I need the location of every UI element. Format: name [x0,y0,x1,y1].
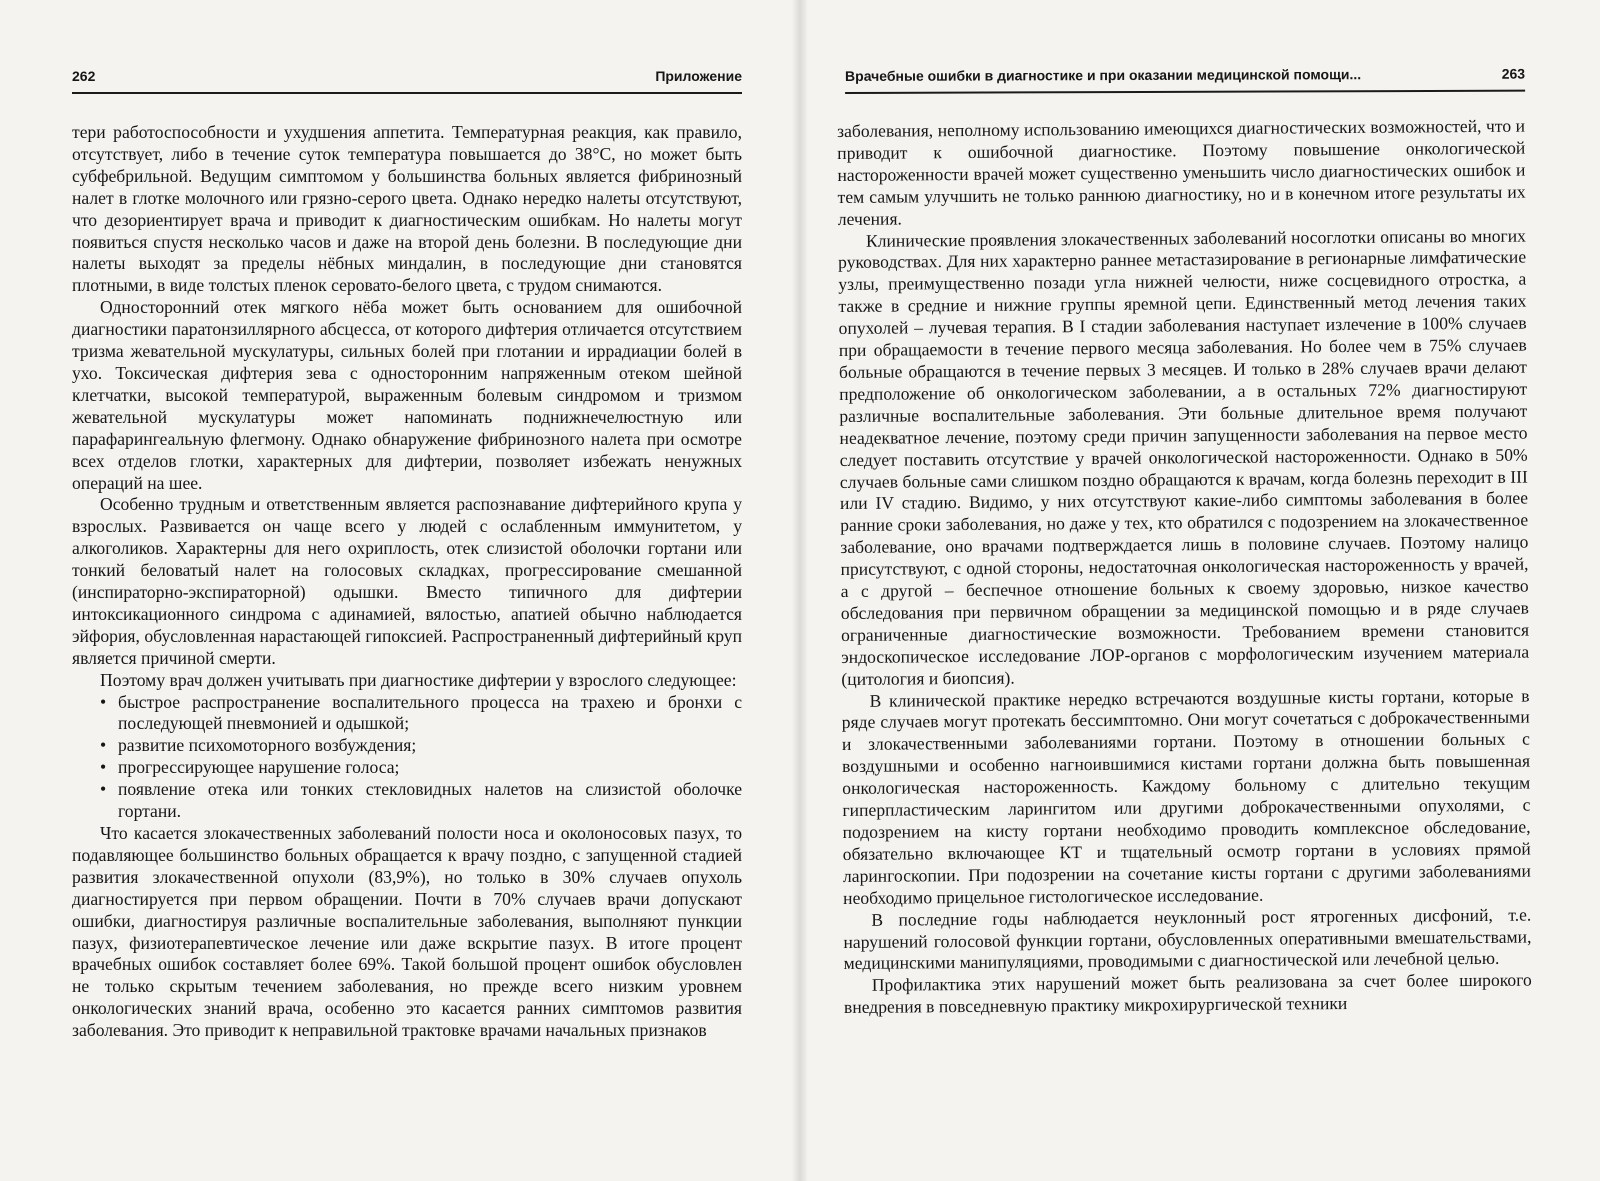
paragraph: Особенно трудным и ответственным является распознавание дифтерийного крупа у взрослых. Развивается он чаще всего у людей с ослабленным иммунитетом, у алкоголиков. Характерны для него охриплость, отек слизистой оболочки гортани или тонкий беловатый налет на голосовых складках, прогрессирование смешанной (инспираторно-экспираторной) одышки. Вместо типичного для дифтерии интоксикационного синдрома с адинамией, вялостью, апатией обычно наблюдается эйфория, обусловленная нарастающей гипоксией. Распространенный дифтерийный круп является причиной смерти. [72,494,742,668]
paragraph: заболевания, неполному использованию имеющихся диагностических возможностей, что и приводит к ошибочной диагностике. Поэтому повышение онкологической настороженности врачей может существенно уменьшить число диагностических ошибок и тем самым улучшить не только раннюю диагностику, но и в конечном итоге результаты их лечения. [837,115,1526,229]
book-gutter [792,0,808,1181]
paragraph: тери работоспособности и ухудшения аппетита. Температурная реакция, как правило, отсутствует, либо в течение суток температура повышается до 38°С, но может быть субфебрильной. Ведущим симптомом у большинства больных является фибринозный налет в глотке молочного или грязно-серого цвета. Однако нередко налеты отсутствуют, что дезориентирует врача и приводит к диагностическим ошибкам. Но налеты могут появиться спустя несколько часов и даже на второй день болезни. В последующие дни налеты выходят за пределы нёбных миндалин, в последующие дни становятся плотными, в виде толстых пленок серовато-белого цвета, с трудом снимаются. [72,122,742,296]
paragraph: В клинической практике нередко встречаются воздушные кисты гортани, которые в ряде случаев могут протекать бессимптомно. Они могут сочетаться с доброкачественными и злокачественными заболеваниями гортани. Поэтому в отношении больных с воздушными и особенно нагноившимися кистами гортани должна быть повышенная онкологическая настороженность. Каждому больному с длительно текущим гиперпластическим ларингитом или другими доброкачественными опухолями, с подозрением на кисту гортани необходимо проводить комплексное обследование, обязательно включающее КТ и тщательный осмотр гортани в условиях прямой ларингоскопии. При подозрении на сочетание кисты гортани с другими заболеваниями необходимо прицельное гистологическое исследование. [841,685,1531,908]
body-text [72,122,742,1042]
paragraph: Односторонний отек мягкого нёба может быть основанием для ошибочной диагностики паратонзиллярного абсцесса, от которого дифтерия отличается отсутствием тризма жевательной мускулатуры, сильных болей при глотании и иррадиации болей в ухо. Токсическая дифтерия зева с односторонним напряженным отеком шейной клетчатки, высокой температурой, выраженным болевым синдромом и тризмом жевательной мускулатуры может напоминать поднижнечелюстную или парафарингеальную флегмону. Однако обнаружение фибринозного налета при осмотре всех отделов глотки, характерных для дифтерии, позволяет избежать ненужных операций на шее. [72,297,742,493]
paragraph: Профилактика этих нарушений может быть реализована за счет более широкого внедрения в повседневную практику микрохирургической техники [843,969,1532,1018]
bullet-item: • появление отека или тонких стекловидных налетов на слизистой оболочке гортани. [100,779,742,823]
running-head [845,64,1525,94]
paragraph: Клинические проявления злокачественных заболеваний носоглотки описаны во многих руководствах. Для них характерно раннее метастазирование в регионарные лимфатические узлы, преимущественно позади угла нижней челюсти, ниже сосцевидного отростка, а также в средние и нижние группы яремной цепи. Единственный метод лечения таких опухолей – лучевая терапия. В I стадии заболевания наступает излечение в 100% случаев при обращаемости в течение первого месяца заболевания. Но более чем в 75% случаев больные обращаются в течение первых 3 месяцев. И только в 28% случаев врачи делают предположение об онкологическом заболевании, а в остальных 72% диагностируют различные воспалительные заболевания. Эти больные длительное время получают неадекватное лечение, поэтому среди причин запущенности заболевания на первое место следует поставить отсутствие у врачей онкологической настороженности. Однако в 50% случаев больные сами слишком поздно обращаются к врачам, когда болезнь переходит в III или IV стадию. Видимо, у них отсутствуют какие-либо симптомы заболевания в более ранние сроки заболевания, но даже у тех, кто обратился с подозрением на злокачественное заболевание, оно врачами подтверждается лишь в половине случаев. Поэтому налицо присутствуют, с одной стороны, недостаточная онкологическая настороженность у врачей, а с другой – беспечное отношение больных к своему здоровью, низкое качество обследования при первичном обращении за медицинской помощью и в ряде случаев ограниченные диагностические возможности. Требованием времени становится эндоскопическое исследование ЛОР-органов с морфологическим изучением материала (цитология и биопсия). [838,225,1530,689]
running-title: Врачебные ошибки в диагностике и при оказании медицинской помощи... [845,66,1362,84]
running-head [72,66,742,94]
paragraph: Что касается злокачественных заболеваний полости носа и околоносовых пазух, то подавляющее большинство больных обращается к врачу поздно, с запущенной стадией развития злокачественной опухоли (83,9%), но только в 30% случаев опухоль диагностируется при первом обращении. Почти в 70% случаев врачи допускают ошибки, диагностируя различные воспалительные заболевания, выполняют пункции пазух, физиотерапевтическое лечение или даже вскрытие пазух. В итоге процент врачебных ошибок составляет более 69%. Такой большой процент ошибок обусловлен не только скрытым течением заболевания, но прежде всего низким уровнем онкологических знаний врача, особенно это касается ранних симптомов развития заболевания. Это приводит к неправильной трактовке врачами начальных признаков [72,823,742,1041]
bullet-item: • быстрое распространение воспалительного процесса на трахею и бронхи с последующей пневмонией и одышкой; [100,692,742,736]
page-number: 263 [1501,65,1526,82]
right-page [808,0,1600,1181]
page-number: 262 [72,68,96,84]
running-title: Приложение [655,68,742,84]
paragraph: Поэтому врач должен учитывать при диагностике дифтерии у взрослого следующее: [100,669,737,690]
bullet-list [72,692,742,823]
left-page [0,0,792,1181]
paragraph: В последние годы наблюдается неуклонный рост ятрогенных дисфоний, т.е. нарушений голосовой функции гортани, обусловленных оперативными вмешательствами, медицинскими манипуляциями, проводимыми с диагностической или лечебной целью. [843,904,1532,974]
bullet-item: • развитие психомоторного возбуждения; [100,735,742,757]
bullet-item: • прогрессирующее нарушение голоса; [100,757,742,779]
body-text [837,116,1532,1020]
